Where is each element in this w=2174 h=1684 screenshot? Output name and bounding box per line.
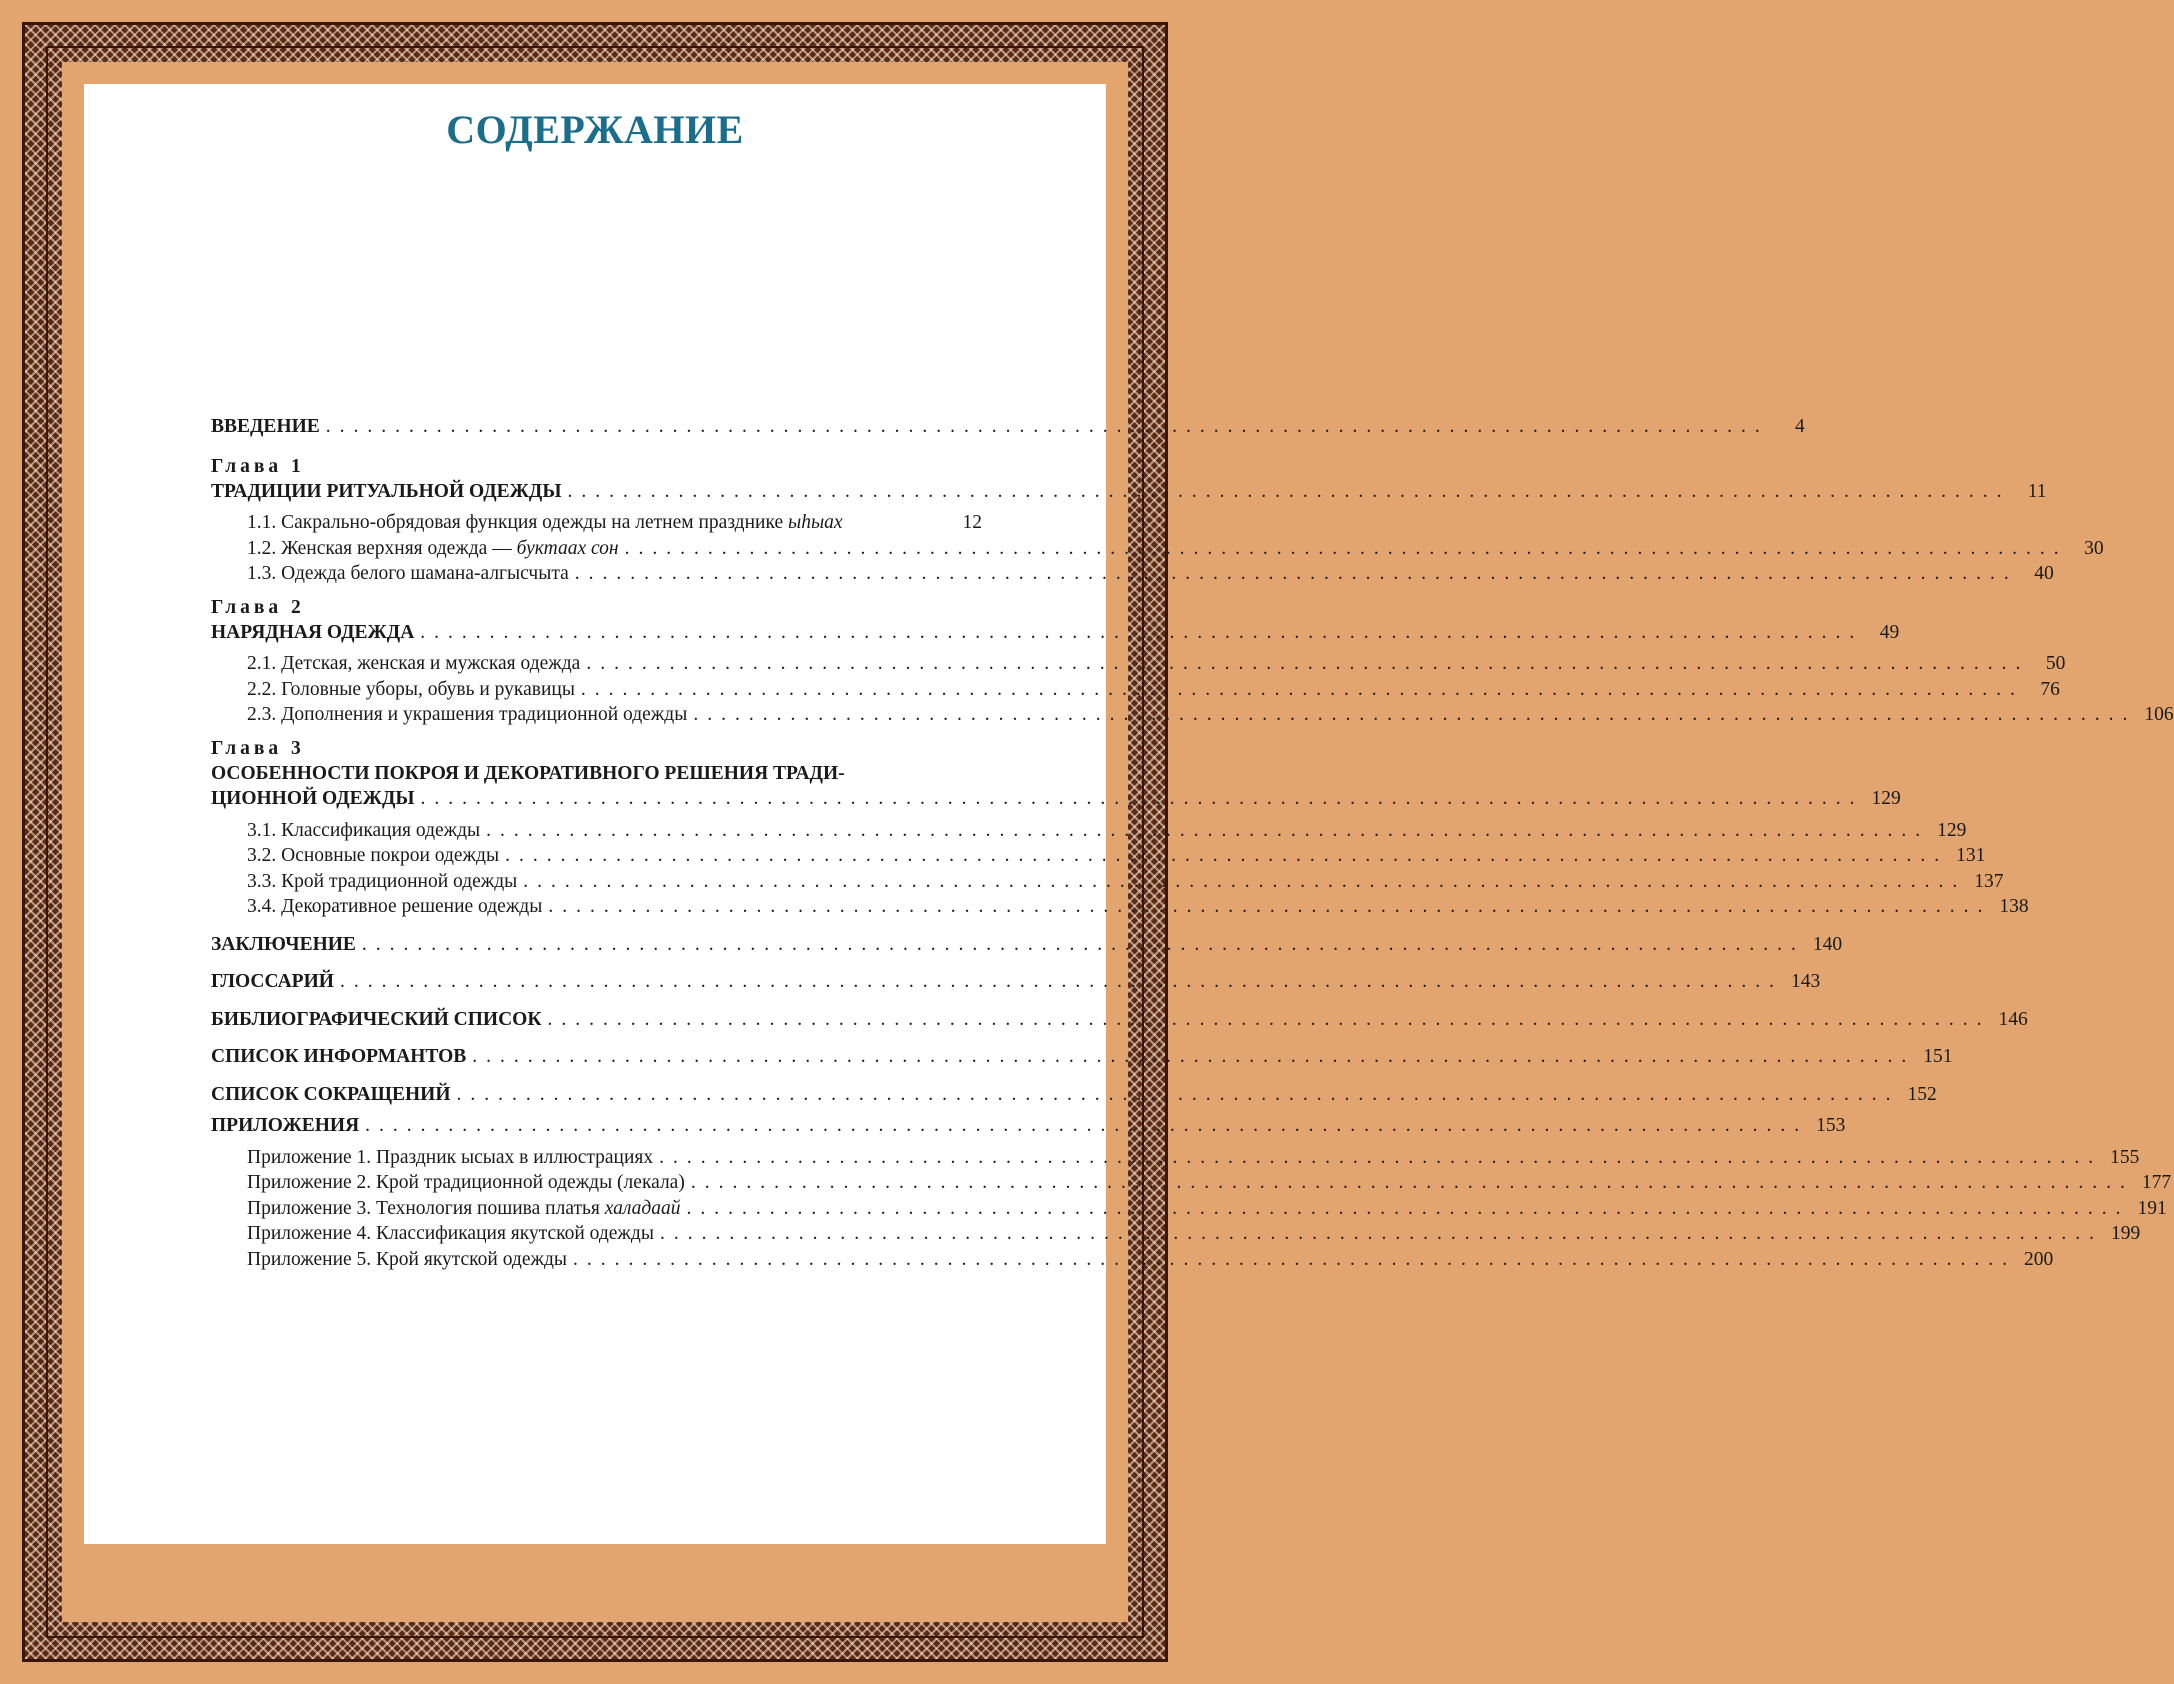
toc-entry-section[interactable]	[211, 677, 2060, 703]
toc-page-number: 199	[2110, 1223, 2141, 1244]
leader-dots: ........................................................................................................	[456, 1083, 1900, 1105]
toc-entry-appendix[interactable]	[211, 1196, 2167, 1222]
leader-dots: ........................................................................................................	[420, 788, 1864, 809]
toc-page-number: 11	[2027, 480, 2047, 502]
toc-page-number: 30	[2084, 537, 2104, 559]
leader-dots: ........................................................................................................	[659, 1146, 2103, 1168]
toc-entry-informants[interactable]	[211, 1044, 1953, 1070]
toc-entry-label: 1.2. Женская верхняя одежда — буктаах сон	[247, 537, 619, 559]
toc-page-number: 76	[2040, 678, 2060, 700]
chapter-label: Глава 3	[211, 737, 305, 759]
toc-page-number: 4	[1795, 416, 1805, 437]
toc-page-number: 106	[2144, 704, 2174, 725]
table-of-contents	[211, 414, 2174, 1272]
toc-entry-intro[interactable]	[211, 414, 1805, 440]
toc-page-number: 140	[1812, 933, 1843, 955]
leader-dots: ........................................................................................................	[339, 971, 1783, 992]
toc-entry-section[interactable]	[211, 651, 2066, 677]
toc-entry-label: ЗАКЛЮЧЕНИЕ	[211, 933, 356, 955]
toc-entry-label: 3.4. Декоративное решение одежды	[247, 896, 543, 917]
toc-entry-label: Приложение 5. Крой якутской одежды	[247, 1248, 567, 1270]
page-title: СОДЕРЖАНИЕ	[446, 107, 744, 152]
toc-entry-label: ТРАДИЦИИ РИТУАЛЬНОЙ ОДЕЖДЫ	[211, 480, 562, 502]
toc-page-number: 153	[1816, 1115, 1846, 1136]
leader-dots: ........................................................................................................	[325, 416, 1769, 437]
page	[84, 84, 2174, 1544]
toc-page-number: 40	[2034, 563, 2054, 584]
toc-entry-chapter-1[interactable]	[211, 479, 2047, 505]
leader-dots: ........................................................................................................	[472, 1046, 1916, 1067]
toc-entry-label: ПРИЛОЖЕНИЯ	[211, 1115, 360, 1136]
toc-entry-conclusion[interactable]	[211, 932, 1843, 958]
toc-entry-section[interactable]	[211, 818, 1967, 844]
toc-entry-abbreviations[interactable]	[211, 1082, 1937, 1108]
toc-entry-bibliography[interactable]	[211, 1007, 2028, 1033]
toc-entry-label: 2.2. Головные уборы, обувь и рукавицы	[247, 678, 575, 700]
toc-entry-section[interactable]	[211, 536, 2104, 562]
leader-dots: ........................................................................................................	[624, 537, 2068, 559]
toc-page-number: 49	[1879, 621, 1900, 643]
toc-page-number: 152	[1907, 1083, 1937, 1105]
toc-entry-label: 1.1. Сакрально-обрядовая функция одежды на летнем празднике ыhыах	[247, 512, 843, 533]
toc-entry-label: Приложение 2. Крой традиционной одежды (лекала)	[247, 1172, 685, 1193]
toc-entry-glossary[interactable]	[211, 969, 1821, 995]
leader-dots: ........................................................................................................	[693, 704, 2137, 725]
toc-entry-label: СПИСОК СОКРАЩЕНИЙ	[211, 1083, 451, 1105]
toc-entry-label: 1.3. Одежда белого шамана-алгысчыта	[247, 563, 569, 584]
toc-entry-label: 2.1. Детская, женская и мужская одежда	[247, 653, 581, 674]
leader-dots: ........................................................................................................	[686, 1197, 2130, 1219]
toc-entry-section[interactable]	[211, 869, 2004, 895]
toc-page-number: 12	[962, 512, 982, 533]
toc-page-number: 191	[2137, 1197, 2167, 1219]
leader-dots: ........................................................................................................	[690, 1172, 2134, 1193]
leader-dots: ........................................................................................................	[547, 1008, 1991, 1030]
toc-page-number: 143	[1790, 971, 1821, 992]
toc-entry-label: СПИСОК ИНФОРМАНТОВ	[211, 1046, 467, 1067]
toc-entry-label: ЦИОННОЙ ОДЕЖДЫ	[211, 788, 415, 809]
toc-page-number: 129	[1937, 819, 1967, 841]
toc-entry-label: 3.1. Классификация одежды	[247, 819, 481, 841]
leader-dots: ........................................................................................................	[574, 563, 2018, 584]
toc-page-number: 177	[2141, 1172, 2172, 1193]
leader-dots: ........................................................................................................	[548, 896, 1992, 917]
leader-dots: ........................................................................................................	[573, 1248, 2016, 1270]
chapter-label: Глава 1	[211, 455, 305, 477]
toc-page-number: 138	[1999, 896, 2029, 917]
leader-dots: ........................................................................................................	[523, 870, 1967, 892]
toc-entry-label: Приложение 4. Классификация якутской одежды	[247, 1223, 654, 1244]
leader-dots: ........................................................................................................	[505, 845, 1949, 866]
toc-entry-label: Приложение 3. Технология пошива платья халадаай	[247, 1197, 681, 1219]
toc-page-number: 137	[1974, 870, 2004, 892]
toc-entry-appendix[interactable]	[211, 1221, 2141, 1247]
leader-dots: ........................................................................................................	[567, 480, 2011, 502]
toc-entry-label: ВВЕДЕНИЕ	[211, 416, 320, 437]
toc-entry-label: НАРЯДНАЯ ОДЕЖДА	[211, 621, 415, 643]
toc-entry-label: 3.3. Крой традиционной одежды	[247, 870, 518, 892]
chapter-label: Глава 2	[211, 596, 305, 618]
toc-entry-section[interactable]	[211, 702, 2174, 728]
toc-entry-appendix[interactable]	[211, 1247, 2054, 1273]
toc-page-number: 155	[2110, 1146, 2140, 1168]
toc-page-number: 131	[1956, 845, 1986, 866]
toc-entry-section[interactable]	[211, 510, 982, 536]
leader-dots: ........................................................................................................	[486, 819, 1930, 841]
leader-dots: ........................................................................................................	[580, 678, 2024, 700]
toc-entry-chapter-2[interactable]	[211, 620, 1900, 646]
toc-entry-section[interactable]	[211, 843, 1986, 869]
toc-page-number: 146	[1998, 1008, 2028, 1030]
toc-entry-section[interactable]	[211, 894, 2029, 920]
leader-dots: ........................................................................................................	[365, 1115, 1809, 1136]
toc-page-number: 151	[1923, 1046, 1953, 1067]
toc-page-number: 50	[2045, 653, 2066, 674]
toc-entry-appendix[interactable]	[211, 1145, 2140, 1171]
toc-entry-chapter-3[interactable]	[211, 786, 1901, 812]
toc-entry-label: БИБЛИОГРАФИЧЕСКИЙ СПИСОК	[211, 1008, 542, 1030]
toc-entry-section[interactable]	[211, 561, 2054, 587]
toc-page-number: 200	[2024, 1248, 2054, 1270]
toc-entry-appendix[interactable]	[211, 1170, 2172, 1196]
chapter-title-line: ОСОБЕННОСТИ ПОКРОЯ И ДЕКОРАТИВНОГО РЕШЕНИЯ ТРАДИ-	[211, 762, 845, 784]
toc-entry-label: 2.3. Дополнения и украшения традиционной одежды	[247, 704, 688, 725]
toc-page-number: 129	[1871, 788, 1901, 809]
toc-entry-label: Приложение 1. Праздник ысыах в иллюстрациях	[247, 1146, 654, 1168]
toc-entry-appendices[interactable]	[211, 1113, 1846, 1139]
toc-entry-label: ГЛОССАРИЙ	[211, 971, 334, 992]
leader-dots: ........................................................................................................	[420, 621, 1864, 643]
leader-dots: ........................................................................................................	[361, 933, 1805, 955]
toc-entry-label: 3.2. Основные покрои одежды	[247, 845, 500, 866]
leader-dots: ........................................................................................................	[586, 653, 2030, 674]
leader-dots: ........................................................................................................	[659, 1223, 2103, 1244]
